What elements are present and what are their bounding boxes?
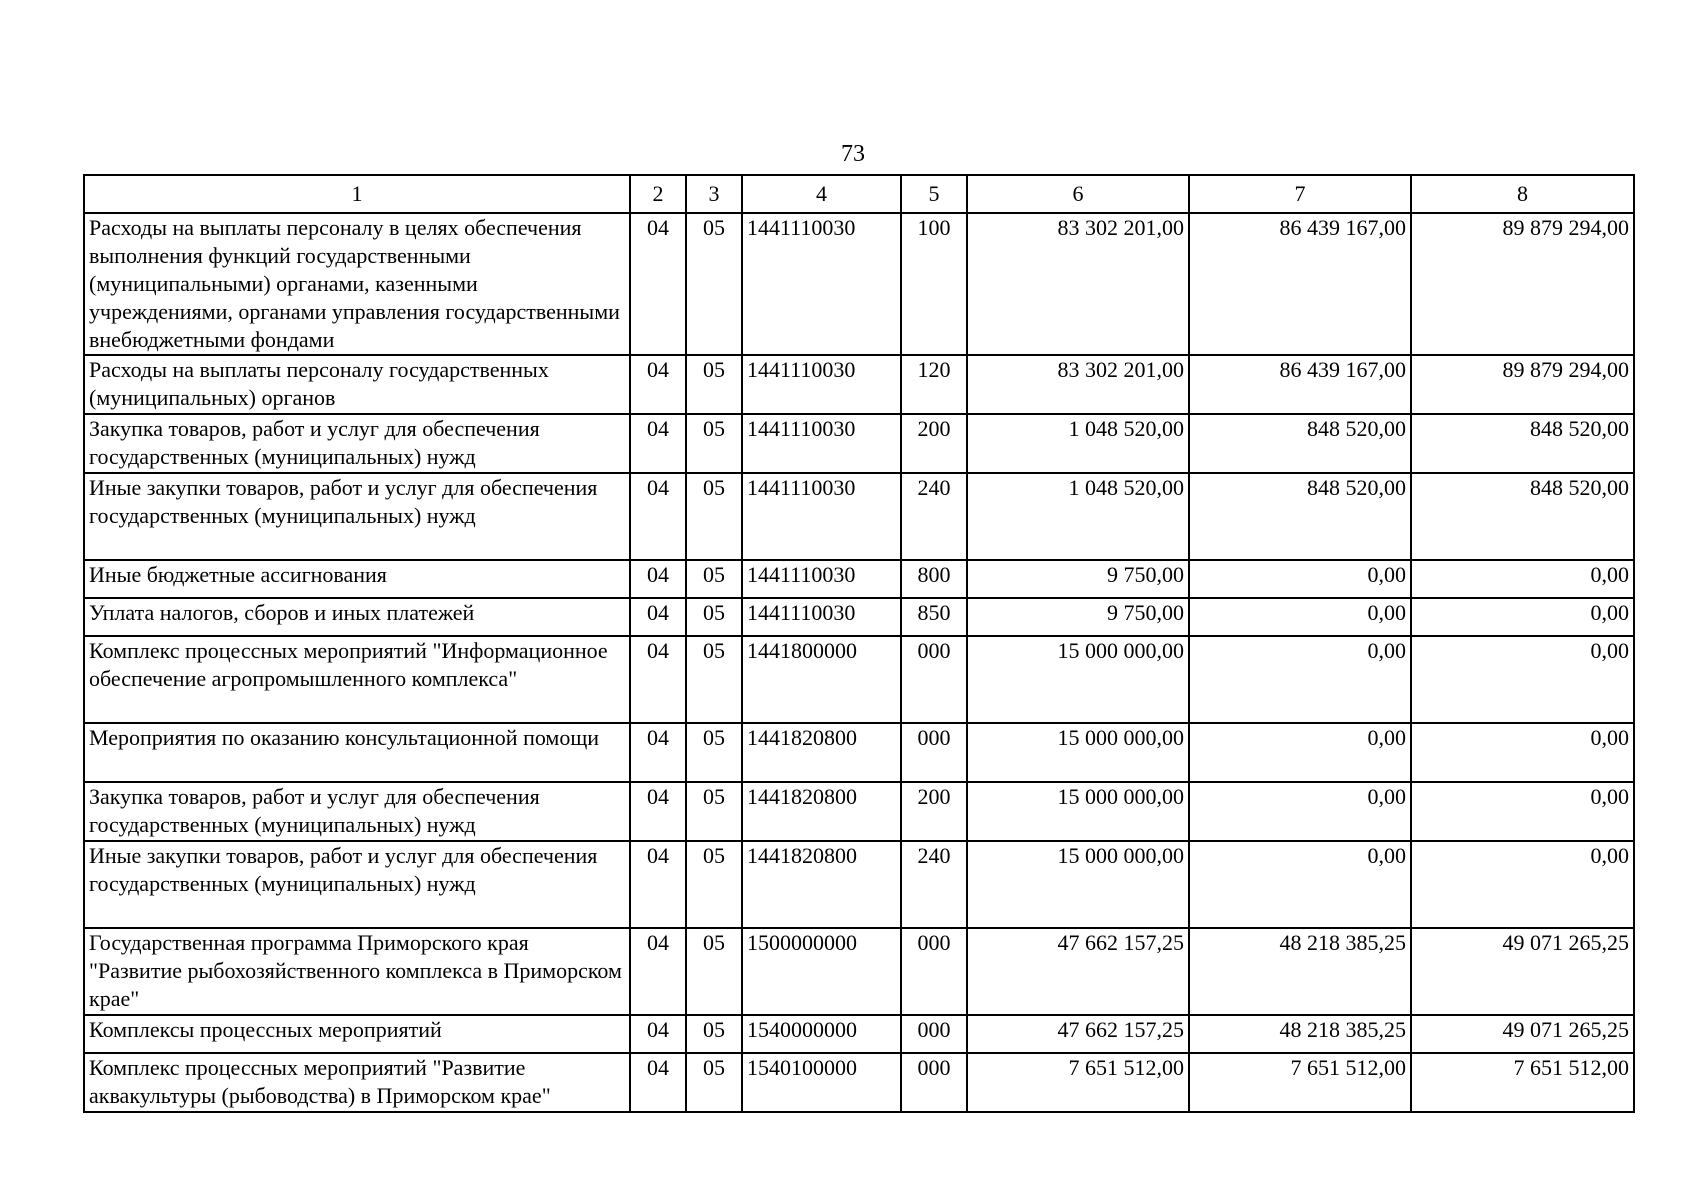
target-article-code: 1441800000 <box>742 636 901 723</box>
table-row <box>84 636 1634 723</box>
section-code: 04 <box>630 414 686 473</box>
expense-type-code: 000 <box>901 928 967 1015</box>
subsection-code: 05 <box>686 473 742 560</box>
expense-type-code: 850 <box>901 598 967 636</box>
table-row <box>84 473 1634 560</box>
amount-col-7: 848 520,00 <box>1189 473 1411 560</box>
amount-col-6: 15 000 000,00 <box>967 841 1189 928</box>
amount-col-6: 47 662 157,25 <box>967 928 1189 1015</box>
amount-col-8: 89 879 294,00 <box>1411 355 1634 414</box>
subsection-code: 05 <box>686 782 742 841</box>
subsection-code: 05 <box>686 598 742 636</box>
budget-table <box>83 174 1635 1113</box>
subsection-code: 05 <box>686 1053 742 1112</box>
column-header: 4 <box>742 175 901 213</box>
amount-col-8: 848 520,00 <box>1411 473 1634 560</box>
amount-col-8: 0,00 <box>1411 782 1634 841</box>
table-row <box>84 213 1634 355</box>
amount-col-6: 1 048 520,00 <box>967 473 1189 560</box>
section-code: 04 <box>630 1015 686 1053</box>
amount-col-6: 9 750,00 <box>967 560 1189 598</box>
amount-col-7: 86 439 167,00 <box>1189 213 1411 355</box>
target-article-code: 1441820800 <box>742 782 901 841</box>
target-article-code: 1441110030 <box>742 473 901 560</box>
amount-col-7: 848 520,00 <box>1189 414 1411 473</box>
amount-col-7: 0,00 <box>1189 636 1411 723</box>
table-row <box>84 1053 1634 1112</box>
row-name: Комплексы процессных мероприятий <box>84 1015 630 1053</box>
row-name: Иные бюджетные ассигнования <box>84 560 630 598</box>
amount-col-7: 48 218 385,25 <box>1189 1015 1411 1053</box>
subsection-code: 05 <box>686 723 742 782</box>
table-row <box>84 841 1634 928</box>
subsection-code: 05 <box>686 928 742 1015</box>
section-code: 04 <box>630 636 686 723</box>
subsection-code: 05 <box>686 1015 742 1053</box>
target-article-code: 1540100000 <box>742 1053 901 1112</box>
amount-col-7: 0,00 <box>1189 782 1411 841</box>
amount-col-8: 0,00 <box>1411 841 1634 928</box>
row-name: Закупка товаров, работ и услуг для обеспечения государственных (муниципальных) нужд <box>84 782 630 841</box>
expense-type-code: 000 <box>901 636 967 723</box>
target-article-code: 1441110030 <box>742 213 901 355</box>
section-code: 04 <box>630 598 686 636</box>
amount-col-6: 15 000 000,00 <box>967 723 1189 782</box>
row-name: Комплекс процессных мероприятий "Информационное обеспечение агропромышленного комплекса" <box>84 636 630 723</box>
table-row <box>84 560 1634 598</box>
target-article-code: 1441110030 <box>742 598 901 636</box>
expense-type-code: 000 <box>901 723 967 782</box>
expense-type-code: 240 <box>901 841 967 928</box>
table-row <box>84 414 1634 473</box>
section-code: 04 <box>630 782 686 841</box>
target-article-code: 1500000000 <box>742 928 901 1015</box>
row-name: Уплата налогов, сборов и иных платежей <box>84 598 630 636</box>
expense-type-code: 240 <box>901 473 967 560</box>
amount-col-7: 0,00 <box>1189 723 1411 782</box>
row-name: Расходы на выплаты персоналу государственных (муниципальных) органов <box>84 355 630 414</box>
row-name: Мероприятия по оказанию консультационной помощи <box>84 723 630 782</box>
column-header: 1 <box>84 175 630 213</box>
row-name: Государственная программа Приморского края "Развитие рыбохозяйственного комплекса в Приморском крае" <box>84 928 630 1015</box>
amount-col-8: 848 520,00 <box>1411 414 1634 473</box>
section-code: 04 <box>630 473 686 560</box>
expense-type-code: 200 <box>901 414 967 473</box>
amount-col-7: 0,00 <box>1189 560 1411 598</box>
amount-col-8: 0,00 <box>1411 560 1634 598</box>
page-number: 73 <box>841 141 865 167</box>
table-row <box>84 928 1634 1015</box>
table-row <box>84 1015 1634 1053</box>
target-article-code: 1441110030 <box>742 560 901 598</box>
amount-col-8: 89 879 294,00 <box>1411 213 1634 355</box>
expense-type-code: 120 <box>901 355 967 414</box>
amount-col-8: 7 651 512,00 <box>1411 1053 1634 1112</box>
row-name: Закупка товаров, работ и услуг для обеспечения государственных (муниципальных) нужд <box>84 414 630 473</box>
expense-type-code: 800 <box>901 560 967 598</box>
expense-type-code: 100 <box>901 213 967 355</box>
section-code: 04 <box>630 841 686 928</box>
table-row <box>84 355 1634 414</box>
amount-col-6: 1 048 520,00 <box>967 414 1189 473</box>
amount-col-6: 83 302 201,00 <box>967 355 1189 414</box>
amount-col-6: 15 000 000,00 <box>967 636 1189 723</box>
section-code: 04 <box>630 355 686 414</box>
table-row <box>84 782 1634 841</box>
amount-col-7: 0,00 <box>1189 841 1411 928</box>
amount-col-7: 7 651 512,00 <box>1189 1053 1411 1112</box>
expense-type-code: 200 <box>901 782 967 841</box>
amount-col-7: 48 218 385,25 <box>1189 928 1411 1015</box>
target-article-code: 1441110030 <box>742 355 901 414</box>
amount-col-8: 0,00 <box>1411 636 1634 723</box>
row-name: Иные закупки товаров, работ и услуг для обеспечения государственных (муниципальных) нужд <box>84 841 630 928</box>
section-code: 04 <box>630 723 686 782</box>
column-header: 7 <box>1189 175 1411 213</box>
amount-col-8: 49 071 265,25 <box>1411 1015 1634 1053</box>
amount-col-8: 0,00 <box>1411 723 1634 782</box>
row-name: Комплекс процессных мероприятий "Развитие аквакультуры (рыбоводства) в Приморском крае" <box>84 1053 630 1112</box>
amount-col-6: 7 651 512,00 <box>967 1053 1189 1112</box>
amount-col-6: 15 000 000,00 <box>967 782 1189 841</box>
row-name: Иные закупки товаров, работ и услуг для обеспечения государственных (муниципальных) нужд <box>84 473 630 560</box>
amount-col-6: 47 662 157,25 <box>967 1015 1189 1053</box>
target-article-code: 1441110030 <box>742 414 901 473</box>
subsection-code: 05 <box>686 560 742 598</box>
target-article-code: 1441820800 <box>742 841 901 928</box>
section-code: 04 <box>630 213 686 355</box>
table-row <box>84 723 1634 782</box>
row-name: Расходы на выплаты персоналу в целях обеспечения выполнения функций государственными (муниципальными) органами, казенными учреждениями, органами управления государственными внебюджетными фондами <box>84 213 630 355</box>
subsection-code: 05 <box>686 355 742 414</box>
column-header: 2 <box>630 175 686 213</box>
table-row <box>84 598 1634 636</box>
section-code: 04 <box>630 1053 686 1112</box>
column-header: 6 <box>967 175 1189 213</box>
section-code: 04 <box>630 560 686 598</box>
amount-col-8: 49 071 265,25 <box>1411 928 1634 1015</box>
subsection-code: 05 <box>686 841 742 928</box>
amount-col-7: 0,00 <box>1189 598 1411 636</box>
amount-col-6: 9 750,00 <box>967 598 1189 636</box>
amount-col-6: 83 302 201,00 <box>967 213 1189 355</box>
subsection-code: 05 <box>686 213 742 355</box>
target-article-code: 1441820800 <box>742 723 901 782</box>
subsection-code: 05 <box>686 414 742 473</box>
section-code: 04 <box>630 928 686 1015</box>
target-article-code: 1540000000 <box>742 1015 901 1053</box>
expense-type-code: 000 <box>901 1053 967 1112</box>
expense-type-code: 000 <box>901 1015 967 1053</box>
subsection-code: 05 <box>686 636 742 723</box>
column-header: 8 <box>1411 175 1634 213</box>
amount-col-8: 0,00 <box>1411 598 1634 636</box>
column-number-row <box>84 175 1634 213</box>
column-header: 3 <box>686 175 742 213</box>
column-header: 5 <box>901 175 967 213</box>
amount-col-7: 86 439 167,00 <box>1189 355 1411 414</box>
